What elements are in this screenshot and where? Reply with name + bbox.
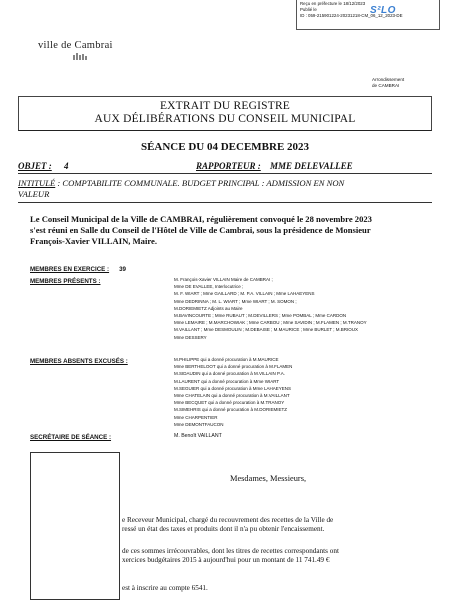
secretaire-label: SECRÉTAIRE DE SÉANCE : bbox=[30, 434, 112, 441]
list-item: Mme DEDRINNA ; M. L. WIART ; Mme WIART ; M. SOMON ; bbox=[174, 298, 297, 304]
list-item: M.PHILIPPE qui a donné procuration à M.MAURICE bbox=[174, 357, 279, 362]
list-item: Mme CHARPENTIER bbox=[174, 414, 218, 420]
rapporteur-value: MME DELEVALLEE bbox=[270, 161, 353, 171]
seance-date: SÉANCE DU 04 DECEMBRE 2023 bbox=[140, 141, 310, 153]
body-line: e Receveur Municipal, chargé du recouvrement des recettes de la Ville de bbox=[122, 516, 334, 524]
arrondissement bbox=[372, 77, 404, 89]
prefecture-stamp bbox=[296, 0, 440, 30]
intitule-text-cont: VALEUR bbox=[18, 188, 50, 199]
body-line: de ces sommes irrécouvrables, dont les titres de recettes correspondants ont bbox=[122, 547, 339, 555]
secretaire-value: M. Benoît VAILLANT bbox=[174, 433, 222, 439]
stamp-published: Publié le bbox=[300, 7, 317, 12]
intro-line: s'est réuni en Salle du Conseil de l'Hôtel de Ville de Cambrai, sous la présidence de Monsieur bbox=[30, 225, 371, 235]
membres-exercice-label: MEMBRES EN EXERCICE : bbox=[30, 266, 110, 273]
membres-absents-label: MEMBRES ABSENTS EXCUSÉS : bbox=[30, 358, 128, 365]
body-line: est à inscrire au compte 6541. bbox=[122, 584, 208, 592]
list-item: Mme DESSERY bbox=[174, 334, 207, 340]
intro-paragraph bbox=[30, 214, 418, 247]
header-line1: EXTRAIT DU REGISTRE bbox=[159, 100, 291, 112]
intro-line: Le Conseil Municipal de la Ville de CAMBRAI, régulièrement convoqué le 28 novembre 2023 bbox=[30, 214, 372, 224]
objet-label: OBJET : bbox=[18, 161, 52, 171]
list-item: M.LAURENT qui a donné procuration à Mme WIART bbox=[174, 378, 280, 384]
membres-presents-list bbox=[174, 276, 424, 341]
list-item: Mme BECQUET qui a donné procuration à M.TRANOY bbox=[174, 400, 285, 406]
document-header bbox=[18, 96, 432, 131]
membres-exercice-value: 39 bbox=[119, 266, 126, 273]
intitule-text: : COMPTABILITE COMMUNALE. BUDGET PRINCIPAL : ADMISSION EN NON bbox=[55, 178, 345, 188]
list-item: Mme CHATELAIN qui a donné procuration à M.VAILLANT bbox=[174, 393, 290, 399]
divider bbox=[18, 202, 432, 203]
arrondissement-line1: Arrondissement bbox=[372, 77, 405, 82]
salutation: Mesdames, Messieurs, bbox=[230, 474, 307, 483]
list-item: M. François-Xavier VILLAIN Maire de CAMBRAI ; bbox=[174, 277, 273, 282]
list-item: M. F. WIART ; Mme GAILLARD ; M. P.A. VILLAIN ; Mme LAHAEYENS bbox=[174, 291, 315, 297]
list-item: M.SIDAUDIN qui a donné procuration à M.VILLAIN P.A. bbox=[174, 371, 285, 377]
arrondissement-line2: de CAMBRAI bbox=[372, 83, 400, 88]
objet-line bbox=[18, 161, 432, 171]
city-emblem-icon bbox=[72, 52, 96, 60]
ville-de-cambrai-logo: ville de Cambrai bbox=[38, 40, 113, 51]
list-item: M.DORIEMIETZ Adjoints au Maire bbox=[174, 305, 243, 311]
body-line: ressé un état des taxes et produits dont il n'a pu obtenir l'encaissement. bbox=[122, 525, 325, 533]
list-item: M.BAVINCOURTE ; Mme RUBAUT ; M.DEVILLERS ; Mme POMBAL ; Mme CARDON bbox=[174, 313, 347, 319]
list-item: M.SEGUIER qui a donné procuration à Mme LAHAEYENS bbox=[174, 385, 292, 391]
redaction-box bbox=[30, 452, 120, 600]
list-item: Mme BERTHELOOT qui a donné procuration à M.FLAMEN bbox=[174, 364, 293, 370]
stamp-id: ID : 059-215901224-20231218-CM_06_12_2023-DE bbox=[300, 13, 403, 18]
intitule-label: INTITULÉ bbox=[18, 178, 56, 188]
list-item: Mme LEMAIRE ; M.MARCHOWIAK ; Mme CARBOU ; Mme SAVIDIN ; M.FLAMEN ; M.TRANOY bbox=[174, 320, 367, 326]
intitule bbox=[18, 178, 432, 199]
list-item: M.SIMEHRIS qui a donné procuration à M.DORIEMIETZ bbox=[174, 407, 288, 413]
intro-line: François-Xavier VILLAIN, Maire. bbox=[30, 236, 157, 246]
divider bbox=[18, 173, 432, 174]
slo-logo: S²LO bbox=[370, 5, 396, 16]
list-item: Mme DEMONTFAUCON bbox=[174, 421, 224, 427]
header-line2: AUX DÉLIBÉRATIONS DU CONSEIL MUNICIPAL bbox=[94, 113, 356, 125]
membres-absents-list bbox=[174, 356, 424, 428]
stamp-received: Reçu en préfecture le 18/12/2023 bbox=[300, 1, 366, 6]
list-item: Mme DE EVALLEE, Interlocutrice ; bbox=[174, 284, 244, 290]
list-item: M.VAILLANT ; Mme DESMOULIN ; M.DEBAISE ; M.MAURICE ; Mme BURLET ; M.BRIOUX bbox=[174, 327, 359, 333]
membres-presents-label: MEMBRES PRÉSENTS : bbox=[30, 278, 101, 285]
objet-value: 4 bbox=[64, 161, 69, 171]
rapporteur-label: RAPPORTEUR : bbox=[196, 161, 261, 171]
body-line: xercices budgétaires 2015 à aujourd'hui pour un montant de 11 741.49 € bbox=[122, 556, 330, 564]
membres-exercice bbox=[30, 258, 126, 276]
